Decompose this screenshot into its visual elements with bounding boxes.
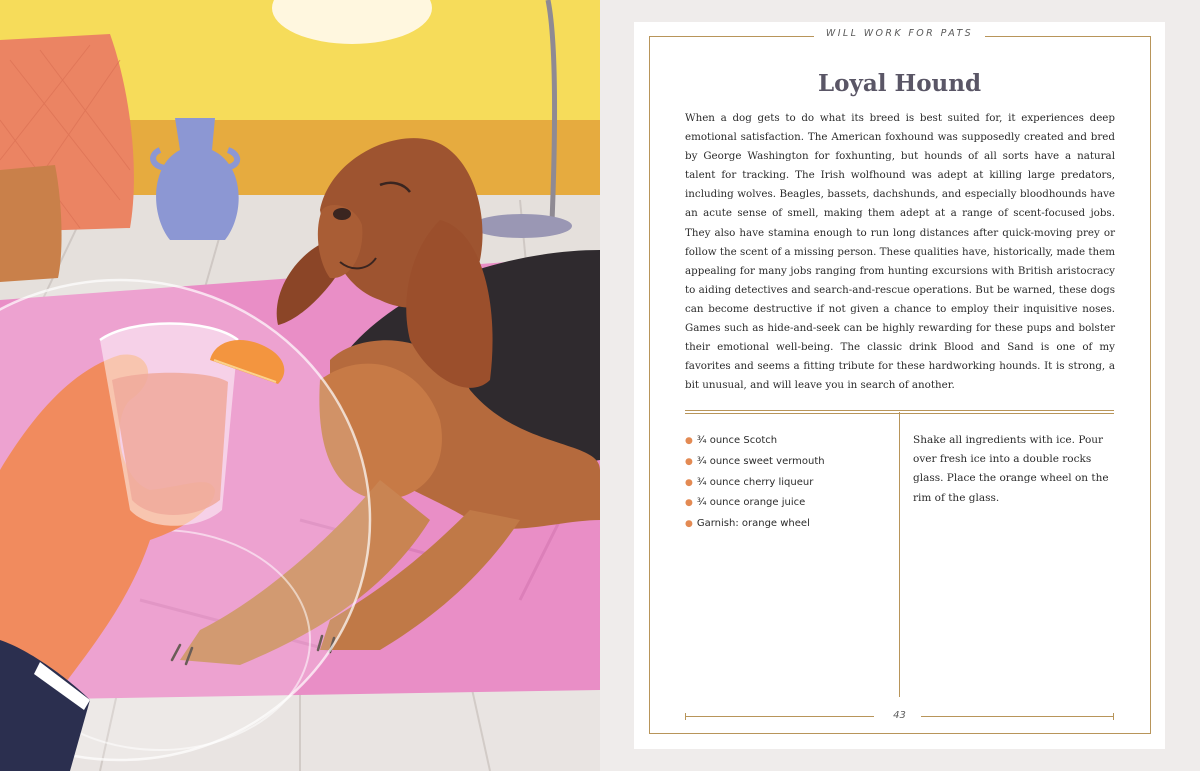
ingredient-item: ● ¾ ounce Scotch <box>685 435 778 446</box>
recipe-page <box>634 22 1165 749</box>
body-paragraph: When a dog gets to do what its breed is best suited for, it experiences deep emotional satisfaction. The American foxhound was supposedly created and bred by George Washington for foxhunting, but hounds of all sorts have a natural talent for tracking. The Irish wolfhound was adept at killing large predators, including wolves. Beagles, bassets, dachshunds, and especially bloodhounds have an acute sense of smell, making them adept at a range of scent-focused jobs. They also have stamina enough to run long distances after quick-moving prey or follow the scent of a missing person. These qualities have, historically, made them appealing for many jobs ranging from hunting excursions with British aristocracy to aiding detectives and search-and-rescue operations. But be warned, these dogs can become destructive if not given a chance to employ their inquisitive noses. Games such as hide-and-seek can be highly rewarding for these pups and bolster their emotional well-being. The classic drink Blood and Sand is one of my favorites and seems a fitting tribute for these hardworking hounds. It is strong, a bit unusual, and will leave you in search of another. <box>685 112 1115 392</box>
running-head-text: WILL WORK FOR PATS <box>814 28 985 39</box>
directions-text: Shake all ingredients with ice. Pour over fresh ice into a double rocks glass. Place the orange wheel on the rim of the glass. <box>913 434 1109 504</box>
ingredients-list <box>685 431 890 535</box>
recipe-title: Loyal Hound <box>817 70 982 97</box>
running-head <box>634 28 1165 39</box>
ingredient-item: ● ¾ ounce cherry liqueur <box>685 476 814 488</box>
basket-small <box>0 165 62 282</box>
dog-nose <box>333 208 351 220</box>
ingredient-item: ● ¾ ounce orange juice <box>685 497 806 509</box>
lamp-base <box>472 214 572 238</box>
page-number: 43 <box>893 710 906 721</box>
bullet-icon: ● <box>685 519 693 530</box>
bullet-icon: ● <box>685 498 693 509</box>
bullet-icon: ● <box>685 477 693 488</box>
bullet-icon: ● <box>685 436 693 446</box>
ingredient-item: ● Garnish: orange wheel <box>685 518 810 530</box>
bullet-icon: ● <box>685 456 693 467</box>
column-divider <box>899 412 900 697</box>
ingredient-item: ● ¾ ounce sweet vermouth <box>685 455 825 467</box>
